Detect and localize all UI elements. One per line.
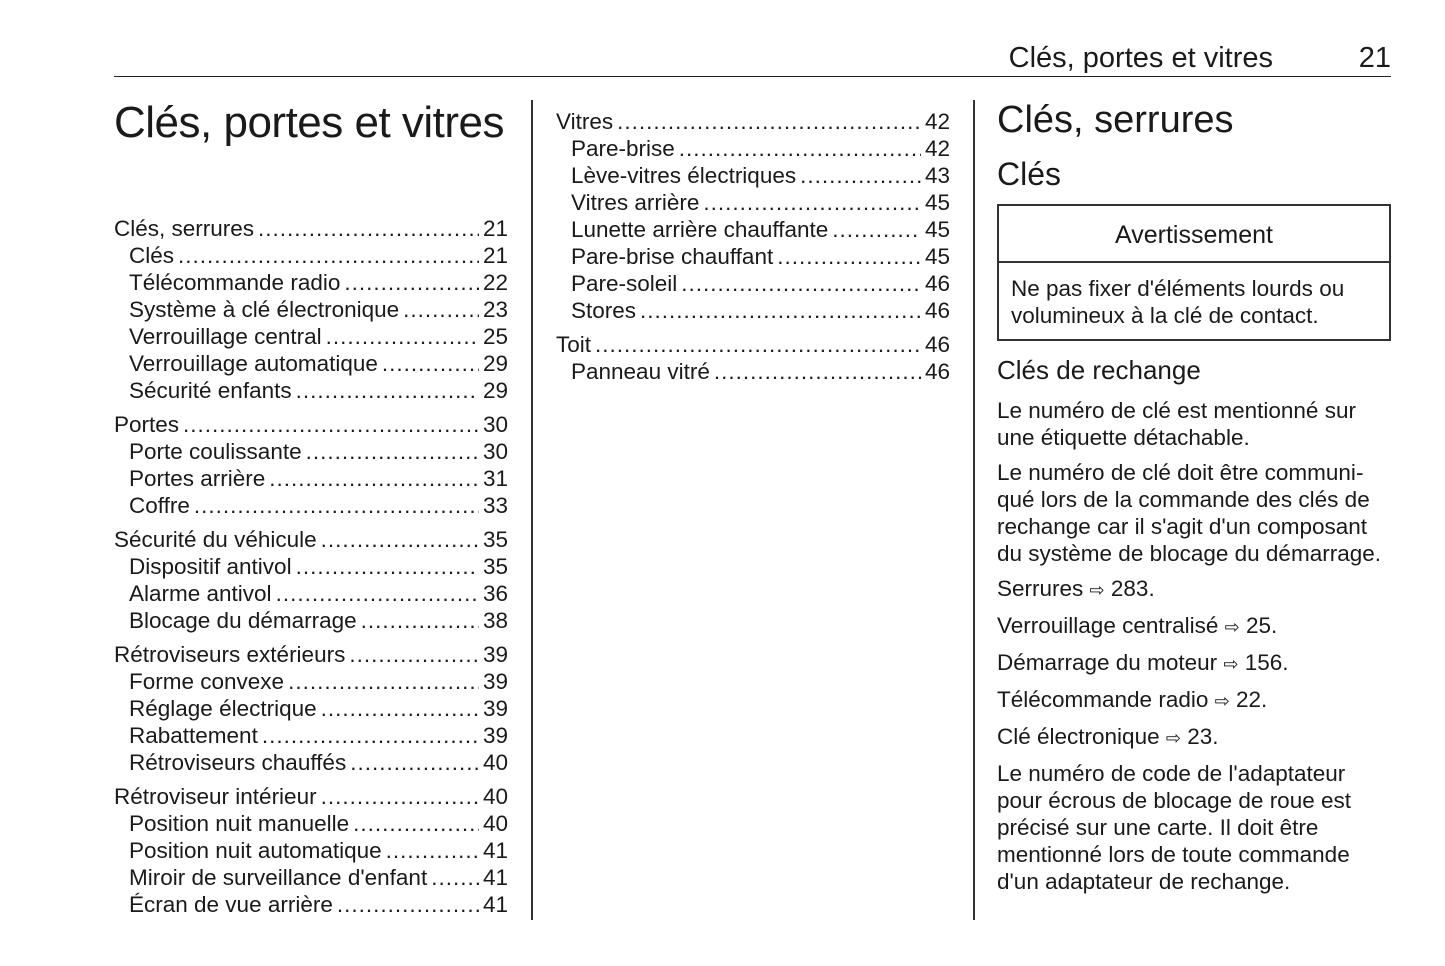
dot-leader xyxy=(832,216,921,243)
dot-leader xyxy=(269,465,479,492)
dot-leader xyxy=(714,358,921,385)
toc-page: 35 xyxy=(482,527,508,552)
toc-page: 46 xyxy=(924,298,950,323)
toc-page: 21 xyxy=(482,243,508,268)
toc-label: Coffre xyxy=(129,493,190,518)
toc-label: Position nuit automatique xyxy=(129,838,382,863)
toc-page: 46 xyxy=(924,359,950,384)
chapter-title: Clés, portes et vitres xyxy=(114,98,505,147)
dot-leader xyxy=(595,331,921,358)
toc-label: Écran de vue arrière xyxy=(129,892,333,917)
toc-entry[interactable] xyxy=(114,465,508,492)
toc-label: Position nuit manuelle xyxy=(129,811,350,836)
cross-reference[interactable] xyxy=(997,575,1391,604)
dot-leader xyxy=(288,668,479,695)
toc-entry[interactable] xyxy=(114,695,508,722)
arrow-right-icon: ⇨ xyxy=(1224,617,1240,637)
toc-entry[interactable] xyxy=(114,580,508,607)
ref-page: 156. xyxy=(1244,650,1289,675)
toc-label: Lunette arrière chauffante xyxy=(571,217,829,242)
toc-label: Clés xyxy=(129,243,175,268)
dot-leader xyxy=(276,580,479,607)
toc-label: Alarme antivol xyxy=(129,581,272,606)
column-divider xyxy=(531,100,533,920)
paragraph: Le numéro de clé est mentionné sur une étiquette détachable. xyxy=(997,398,1356,450)
toc-entry[interactable] xyxy=(556,135,950,162)
toc-label: Vitres arrière xyxy=(571,190,700,215)
sub-heading: Clés de rechange xyxy=(997,355,1201,385)
dot-leader xyxy=(344,269,479,296)
dot-leader xyxy=(321,783,479,810)
toc-entry[interactable] xyxy=(114,891,508,918)
cross-reference[interactable] xyxy=(997,612,1391,641)
toc-page: 46 xyxy=(924,271,950,296)
toc-label: Rétroviseurs chauffés xyxy=(129,750,347,775)
toc-page: 46 xyxy=(924,332,950,357)
toc-page: 39 xyxy=(482,696,508,721)
dot-leader xyxy=(353,810,479,837)
toc-label: Forme convexe xyxy=(129,669,285,694)
toc-page: 39 xyxy=(482,669,508,694)
toc-entry[interactable] xyxy=(114,215,508,242)
toc-entry[interactable] xyxy=(556,331,950,358)
arrow-right-icon: ⇨ xyxy=(1165,728,1181,748)
dot-leader xyxy=(326,323,479,350)
toc-page: 40 xyxy=(482,784,508,809)
ref-page: 25. xyxy=(1246,613,1278,638)
toc-page: 43 xyxy=(924,163,950,188)
toc-page: 39 xyxy=(482,642,508,667)
toc-column-2 xyxy=(556,108,950,385)
arrow-right-icon: ⇨ xyxy=(1223,654,1239,674)
ref-label: Télécommande radio xyxy=(997,687,1209,712)
toc-page: 45 xyxy=(924,217,950,242)
toc-entry[interactable] xyxy=(114,837,508,864)
toc-page: 22 xyxy=(482,270,508,295)
toc-page: 35 xyxy=(482,554,508,579)
toc-label: Portes xyxy=(114,412,180,437)
arrow-right-icon: ⇨ xyxy=(1214,691,1230,711)
arrow-right-icon: ⇨ xyxy=(1089,580,1105,600)
ref-label: Verrouillage centralisé xyxy=(997,613,1219,638)
toc-entry[interactable] xyxy=(556,189,950,216)
warning-box xyxy=(997,204,1391,341)
dot-leader xyxy=(337,891,479,918)
toc-page: 29 xyxy=(482,351,508,376)
toc-label: Miroir de surveillance d'enfant xyxy=(129,865,428,890)
toc-entry[interactable] xyxy=(114,492,508,519)
toc-page: 31 xyxy=(482,466,508,491)
dot-leader xyxy=(703,189,921,216)
toc-entry[interactable] xyxy=(114,553,508,580)
dot-leader xyxy=(262,722,479,749)
toc-entry[interactable] xyxy=(556,270,950,297)
toc-label: Toit xyxy=(556,332,592,357)
toc-entry[interactable] xyxy=(114,242,508,269)
warning-text: Ne pas fixer d'éléments lourds ou volumineux à la clé de contact. xyxy=(1011,276,1345,328)
dot-leader xyxy=(681,270,921,297)
cross-reference[interactable] xyxy=(997,649,1391,678)
toc-page: 38 xyxy=(482,608,508,633)
toc-label: Rétroviseur intérieur xyxy=(114,784,317,809)
toc-page: 40 xyxy=(482,750,508,775)
dot-leader xyxy=(349,641,479,668)
cross-reference[interactable] xyxy=(997,723,1391,752)
toc-entry[interactable] xyxy=(114,810,508,837)
toc-label: Stores xyxy=(571,298,637,323)
dot-leader xyxy=(386,837,479,864)
toc-label: Panneau vitré xyxy=(571,359,710,384)
toc-label: Réglage électrique xyxy=(129,696,317,721)
dot-leader xyxy=(679,135,921,162)
dot-leader xyxy=(296,377,479,404)
toc-label: Verrouillage automatique xyxy=(129,351,378,376)
toc-page: 36 xyxy=(482,581,508,606)
toc-entry[interactable] xyxy=(114,749,508,776)
toc-page: 41 xyxy=(482,838,508,863)
ref-label: Clé électronique xyxy=(997,724,1160,749)
toc-entry[interactable] xyxy=(556,162,950,189)
toc-entry[interactable] xyxy=(114,607,508,634)
toc-entry[interactable] xyxy=(114,864,508,891)
ref-page: 22. xyxy=(1235,687,1268,712)
ref-page: 23. xyxy=(1187,724,1219,749)
toc-label: Blocage du démarrage xyxy=(129,608,357,633)
toc-label: Pare-brise chauffant xyxy=(571,244,774,269)
toc-page: 30 xyxy=(482,439,508,464)
dot-leader xyxy=(183,411,479,438)
toc-page: 30 xyxy=(482,412,508,437)
paragraph: Le numéro de code de l'adaptateur pour écrous de blocage de roue est précisé sur une carte. Il doit être mentionné lors de toute commande d'un adaptateur de rechange. xyxy=(997,761,1351,894)
ref-label: Serrures xyxy=(997,576,1084,601)
toc-page: 25 xyxy=(482,324,508,349)
toc-label: Verrouillage central xyxy=(129,324,322,349)
toc-page: 23 xyxy=(482,297,508,322)
toc-entry[interactable] xyxy=(114,438,508,465)
dot-leader xyxy=(258,215,479,242)
section-content xyxy=(997,98,1391,903)
cross-reference[interactable] xyxy=(997,686,1391,715)
toc-label: Portes arrière xyxy=(129,466,266,491)
toc-entry[interactable] xyxy=(114,350,508,377)
dot-leader xyxy=(777,243,921,270)
section-title: Clés, serrures xyxy=(997,99,1234,141)
dot-leader xyxy=(403,296,479,323)
toc-entry[interactable] xyxy=(114,411,508,438)
toc-label: Sécurité enfants xyxy=(129,378,292,403)
toc-entry[interactable] xyxy=(556,243,950,270)
toc-column-1 xyxy=(114,215,508,918)
toc-page: 41 xyxy=(482,865,508,890)
toc-label: Pare-brise xyxy=(571,136,675,161)
toc-label: Rétroviseurs extérieurs xyxy=(114,642,346,667)
section-subtitle: Clés xyxy=(997,156,1062,192)
toc-label: Rabattement xyxy=(129,723,258,748)
toc-page: 29 xyxy=(482,378,508,403)
toc-page: 42 xyxy=(924,136,950,161)
dot-leader xyxy=(321,526,479,553)
toc-page: 33 xyxy=(482,493,508,518)
toc-entry[interactable] xyxy=(114,296,508,323)
dot-leader xyxy=(306,438,479,465)
toc-label: Clés, serrures xyxy=(114,216,255,241)
toc-entry[interactable] xyxy=(114,377,508,404)
toc-entry[interactable] xyxy=(556,216,950,243)
ref-label: Démarrage du moteur xyxy=(997,650,1218,675)
toc-label: Système à clé électronique xyxy=(129,297,400,322)
toc-label: Lève-vitres électriques xyxy=(571,163,797,188)
toc-entry[interactable] xyxy=(556,358,950,385)
dot-leader xyxy=(431,864,479,891)
dot-leader xyxy=(640,297,921,324)
dot-leader xyxy=(800,162,921,189)
dot-leader xyxy=(178,242,479,269)
toc-label: Sécurité du véhicule xyxy=(114,527,317,552)
dot-leader xyxy=(194,492,479,519)
page-header xyxy=(114,40,1391,77)
dot-leader xyxy=(617,108,921,135)
toc-entry[interactable] xyxy=(114,722,508,749)
toc-entry[interactable] xyxy=(114,783,508,810)
dot-leader xyxy=(321,695,479,722)
warning-title: Avertissement xyxy=(999,206,1389,263)
toc-entry[interactable] xyxy=(114,269,508,296)
toc-page: 45 xyxy=(924,190,950,215)
dot-leader xyxy=(361,607,479,634)
toc-entry[interactable] xyxy=(114,526,508,553)
toc-entry[interactable] xyxy=(556,297,950,324)
dot-leader xyxy=(350,749,479,776)
paragraph: Le numéro de clé doit être communiqué lors de la commande des clés de rechange car il s'agit d'un composant du système de blocage du démarrage. xyxy=(997,460,1381,566)
toc-page: 42 xyxy=(924,109,950,134)
toc-page: 40 xyxy=(482,811,508,836)
running-title: Clés, portes et vitres xyxy=(1008,42,1273,74)
dot-leader xyxy=(382,350,479,377)
dot-leader xyxy=(296,553,479,580)
toc-entry[interactable] xyxy=(556,108,950,135)
toc-entry[interactable] xyxy=(114,323,508,350)
toc-page: 41 xyxy=(482,892,508,917)
column-divider xyxy=(973,100,975,920)
toc-label: Télécommande radio xyxy=(129,270,341,295)
ref-page: 283. xyxy=(1110,576,1155,601)
toc-page: 21 xyxy=(482,216,508,241)
toc-page: 45 xyxy=(924,244,950,269)
toc-label: Porte coulissante xyxy=(129,439,302,464)
page-number: 21 xyxy=(1358,42,1391,74)
toc-label: Pare-soleil xyxy=(571,271,678,296)
toc-entry[interactable] xyxy=(114,641,508,668)
toc-label: Vitres xyxy=(556,109,614,134)
toc-page: 39 xyxy=(482,723,508,748)
toc-label: Dispositif antivol xyxy=(129,554,292,579)
toc-entry[interactable] xyxy=(114,668,508,695)
